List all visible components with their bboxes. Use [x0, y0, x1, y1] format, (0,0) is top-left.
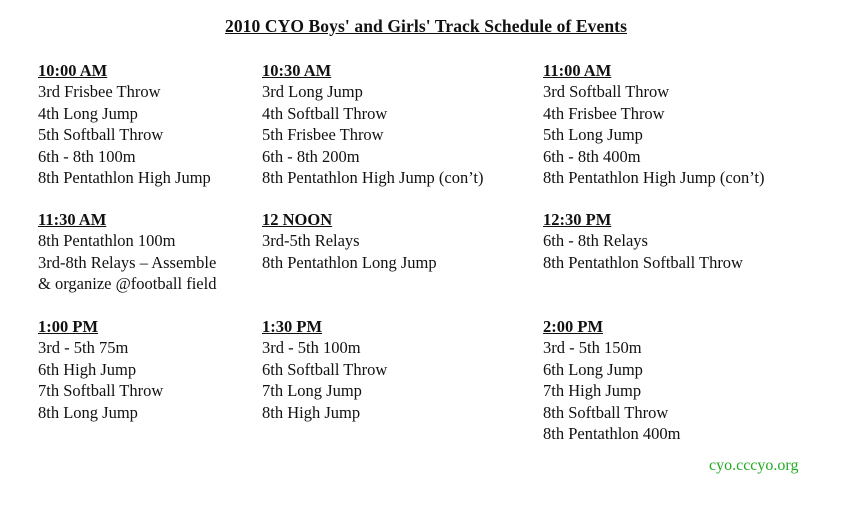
event-item: 8th High Jump: [262, 402, 361, 422]
event-item: 6th High Jump: [38, 359, 137, 379]
event-item: 5th Long Jump: [543, 125, 643, 145]
event-item: 6th - 8th 200m: [262, 146, 360, 166]
slot-time: 11:00 AM: [543, 61, 612, 80]
slot-1130am: [38, 209, 216, 295]
slot-1230pm: [543, 209, 743, 273]
slot-time: 1:00 PM: [38, 317, 99, 336]
event-item: 3rd - 5th 75m: [38, 338, 129, 358]
event-item: 4th Softball Throw: [262, 103, 388, 123]
event-item: 3rd Softball Throw: [543, 82, 670, 102]
slot-1100am: [543, 60, 765, 188]
event-item: 3rd - 5th 100m: [262, 338, 361, 358]
event-item: 6th - 8th 400m: [543, 146, 641, 166]
event-item: 7th Long Jump: [262, 381, 362, 401]
event-item: 8th Pentathlon High Jump (con’t): [543, 168, 765, 188]
event-item: 7th High Jump: [543, 381, 642, 401]
slot-time: 11:30 AM: [38, 210, 107, 229]
slot-time: 12 NOON: [262, 210, 333, 229]
event-item: 3rd - 5th 150m: [543, 338, 642, 358]
event-item: 4th Frisbee Throw: [543, 103, 665, 123]
slot-130pm: [262, 316, 387, 423]
event-item: 8th Softball Throw: [543, 402, 669, 422]
event-item: 8th Pentathlon 400m: [543, 424, 681, 444]
event-item: 8th Pentathlon High Jump: [38, 168, 211, 188]
slot-time: 12:30 PM: [543, 210, 612, 229]
event-item: 5th Softball Throw: [38, 125, 164, 145]
event-item: 4th Long Jump: [38, 103, 138, 123]
slot-100pm: [38, 316, 163, 423]
slot-time: 2:00 PM: [543, 317, 604, 336]
event-item: 6th - 8th 100m: [38, 146, 136, 166]
event-item: 8th Long Jump: [38, 402, 138, 422]
event-item: 6th Softball Throw: [262, 359, 388, 379]
slot-200pm: [543, 316, 681, 444]
event-item: 6th Long Jump: [543, 359, 643, 379]
event-item: 6th - 8th Relays: [543, 231, 648, 251]
slot-time: 10:30 AM: [262, 61, 332, 80]
event-item: 8th Pentathlon 100m: [38, 231, 176, 251]
slot-1000am: [38, 60, 211, 188]
event-item: 3rd-5th Relays: [262, 231, 360, 251]
event-item: 3rd Frisbee Throw: [38, 82, 161, 102]
slot-12noon: [262, 209, 437, 273]
slot-time: 1:30 PM: [262, 317, 323, 336]
slot-time: 10:00 AM: [38, 61, 108, 80]
event-item: 7th Softball Throw: [38, 381, 164, 401]
event-item: 8th Pentathlon Softball Throw: [543, 252, 743, 272]
event-item: & organize @football field: [38, 274, 217, 294]
event-item: 8th Pentathlon High Jump (con’t): [262, 168, 484, 188]
event-item: 3rd-8th Relays – Assemble: [38, 252, 217, 272]
slot-1030am: [262, 60, 484, 188]
event-item: 3rd Long Jump: [262, 82, 363, 102]
website-link[interactable]: cyo.cccyo.org: [709, 457, 799, 474]
event-item: 5th Frisbee Throw: [262, 125, 384, 145]
page-title: 2010 CYO Boys' and Girls' Track Schedule of Events: [224, 16, 628, 36]
event-item: 8th Pentathlon Long Jump: [262, 252, 437, 272]
